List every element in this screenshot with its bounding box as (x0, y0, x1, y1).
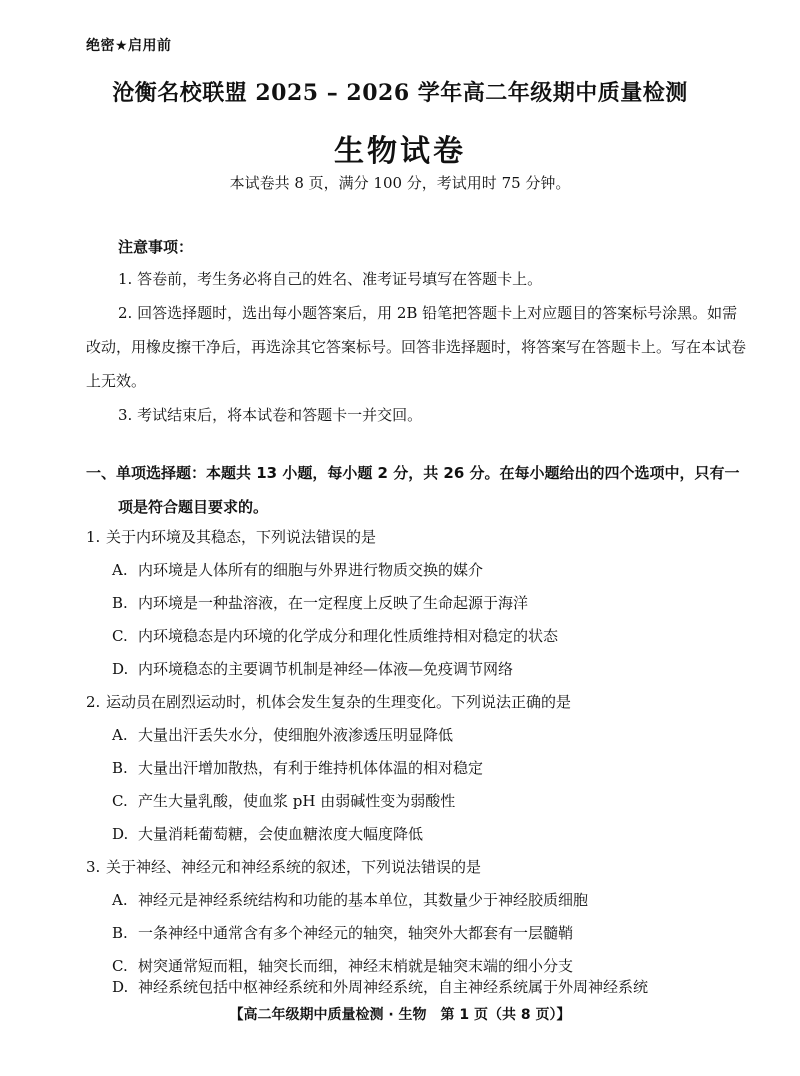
question-3-option-d (112, 976, 648, 997)
notice-item-1: 1. 答卷前，考生务必将自己的姓名、准考证号填写在答题卡上。 (118, 270, 543, 288)
exam-title: 沧衡名校联盟 2025 – 2026 学年高二年级期中质量检测 (112, 80, 688, 106)
question-number: 1. (86, 528, 101, 546)
option-text: 大量出汗丢失水分，使细胞外液渗透压明显降低 (138, 726, 454, 744)
option-text: 大量消耗葡萄糖，会使血糖浓度大幅度降低 (138, 825, 424, 843)
option-letter: C. (112, 792, 128, 810)
confidential-label: 绝密★启用前 (86, 38, 172, 54)
question-2-option-b (112, 757, 483, 778)
section-heading-line-1: 一、单项选择题：本题共 13 小题，每小题 2 分，共 26 分。在每小题给出的四个选项中，只有一 (86, 464, 740, 482)
option-text: 产生大量乳酸，使血浆 pH 由弱碱性变为弱酸性 (138, 792, 456, 810)
notice-item-3: 3. 考试结束后，将本试卷和答题卡一并交回。 (118, 406, 423, 424)
option-letter: B. (112, 924, 128, 942)
option-text: 内环境稳态的主要调节机制是神经—体液—免疫调节网络 (138, 660, 514, 678)
question-1-option-a (112, 559, 483, 580)
option-letter: D. (112, 660, 129, 678)
question-1-option-d (112, 658, 513, 679)
option-letter: A. (112, 891, 128, 909)
question-2-stem (86, 691, 571, 712)
option-letter: B. (112, 759, 128, 777)
option-text: 神经元是神经系统结构和功能的基本单位，其数量少于神经胶质细胞 (138, 891, 589, 909)
question-1-stem (86, 526, 376, 547)
option-text: 神经系统包括中枢神经系统和外周神经系统，自主神经系统属于外周神经系统 (138, 978, 649, 996)
question-number: 3. (86, 858, 101, 876)
option-letter: A. (112, 561, 128, 579)
question-3-option-b (112, 922, 573, 943)
option-letter: C. (112, 627, 128, 645)
question-3-option-c (112, 955, 573, 976)
option-letter: C. (112, 957, 128, 975)
notice-item-2: 2. 回答选择题时，选出每小题答案后，用 2B 铅笔把答题卡上对应题目的答案标号涂黑。如需改动，用橡皮擦干净后，再选涂其它答案标号。回答非选择题时，将答案写在答题卡上。写在本试卷上无效。 (86, 304, 747, 390)
question-text: 关于神经、神经元和神经系统的叙述，下列说法错误的是 (106, 858, 482, 876)
subject-title: 生物试卷 (334, 134, 466, 169)
question-2-option-c (112, 790, 455, 811)
question-3-option-a (112, 889, 588, 910)
question-1-option-c (112, 625, 558, 646)
question-1-option-b (112, 592, 528, 613)
option-text: 大量出汗增加散热，有利于维持机体体温的相对稳定 (138, 759, 484, 777)
question-2-option-a (112, 724, 453, 745)
option-text: 树突通常短而粗，轴突长而细，神经末梢就是轴突末端的细小分支 (138, 957, 574, 975)
question-number: 2. (86, 693, 101, 711)
question-text: 运动员在剧烈运动时，机体会发生复杂的生理变化。下列说法正确的是 (106, 693, 572, 711)
option-letter: D. (112, 825, 129, 843)
section-heading (86, 456, 746, 524)
exam-info: 本试卷共 8 页，满分 100 分，考试用时 75 分钟。 (229, 174, 571, 192)
option-text: 内环境稳态是内环境的化学成分和理化性质维持相对稳定的状态 (138, 627, 559, 645)
question-text: 关于内环境及其稳态，下列说法错误的是 (106, 528, 377, 546)
option-letter: A. (112, 726, 128, 744)
notice-heading: 注意事项： (118, 238, 194, 256)
option-letter: D. (112, 978, 129, 996)
option-text: 内环境是人体所有的细胞与外界进行物质交换的媒介 (138, 561, 484, 579)
option-letter: B. (112, 594, 128, 612)
question-2-option-d (112, 823, 423, 844)
page-footer: 【高二年级期中质量检测 · 生物 第 1 页（共 8 页）】 (229, 1007, 571, 1023)
option-text: 内环境是一种盐溶液，在一定程度上反映了生命起源于海洋 (138, 594, 529, 612)
question-3-stem (86, 856, 481, 877)
section-heading-line-2: 项是符合题目要求的。 (118, 498, 269, 516)
option-text: 一条神经中通常含有多个神经元的轴突，轴突外大都套有一层髓鞘 (138, 924, 574, 942)
